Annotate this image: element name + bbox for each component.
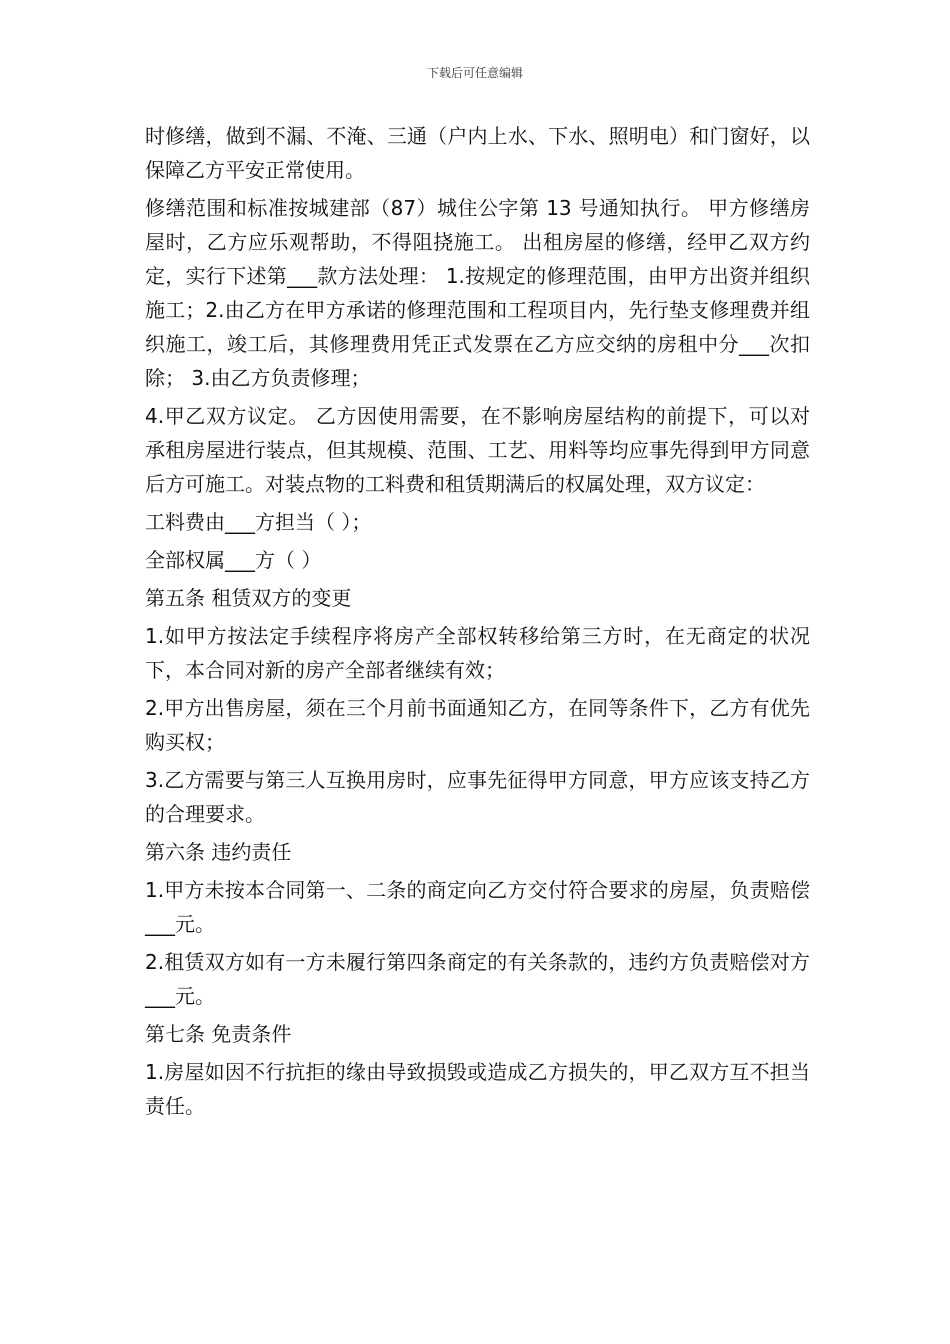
paragraph-article-5-item-1: 1.如甲方按法定手续程序将房产全部权转移给第三方时，在无商定的状况下，本合同对新的房产全部者继续有效； (145, 624, 810, 682)
paragraph-article-7-item-1: 1.房屋如因不行抗拒的缘由导致损毁或造成乙方损失的，甲乙双方互不担当责任。 (145, 1060, 810, 1118)
paragraph-repair-obligation: 时修缮，做到不漏、不淹、三通（户内上水、下水、照明电）和门窗好，以保障乙方平安正常使用。 (145, 124, 810, 182)
page-header-note: 下载后可任意编辑 (426, 66, 523, 80)
paragraph-article-5-item-3: 3.乙方需要与第三人互换用房时，应事先征得甲方同意，甲方应该支持乙方的合理要求。 (145, 768, 810, 826)
paragraph-article-6-item-1: 1.甲方未按本合同第一、二条的商定向乙方交付符合要求的房屋，负责赔偿___元。 (145, 878, 810, 936)
paragraph-article-6-item-2: 2.租赁双方如有一方未履行第四条商定的有关条款的，违约方负责赔偿对方___元。 (145, 950, 810, 1008)
section-heading-article-7: 第七条 免责条件 (145, 1022, 292, 1046)
document-body (145, 119, 810, 1127)
section-heading-article-5: 第五条 租赁双方的变更 (145, 586, 352, 610)
section-heading-article-6: 第六条 违约责任 (145, 840, 292, 864)
paragraph-decoration: 4.甲乙双方议定。 乙方因使用需要，在不影响房屋结构的前提下，可以对承租房屋进行装点，但其规模、范围、工艺、用料等均应事先得到甲方同意后方可施工。对装点物的工料费和租赁期满后的权属处理，双方议定： (145, 404, 810, 496)
paragraph-article-5-item-2: 2.甲方出售房屋，须在三个月前书面通知乙方，在同等条件下，乙方有优先购买权； (145, 696, 810, 754)
paragraph-material-cost: 工料费由___方担当（ ）； (145, 510, 372, 534)
paragraph-ownership: 全部权属___方（ ） (145, 548, 322, 572)
paragraph-repair-scope: 修缮范围和标准按城建部（87）城住公字第 13 号通知执行。 甲方修缮房屋时，乙方应乐观帮助，不得阻挠施工。 出租房屋的修缮，经甲乙双方约定，实行下述第___款方法处理： 1.按规定的修理范围，由甲方出资并组织施工；2.由乙方在甲方承诺的修理范围和工程项目内，先行垫支修理费并组织施工，竣工后，其修理费用凭正式发票在乙方应交纳的房租中分___次扣除； 3.由乙方负责修理； (145, 196, 810, 390)
